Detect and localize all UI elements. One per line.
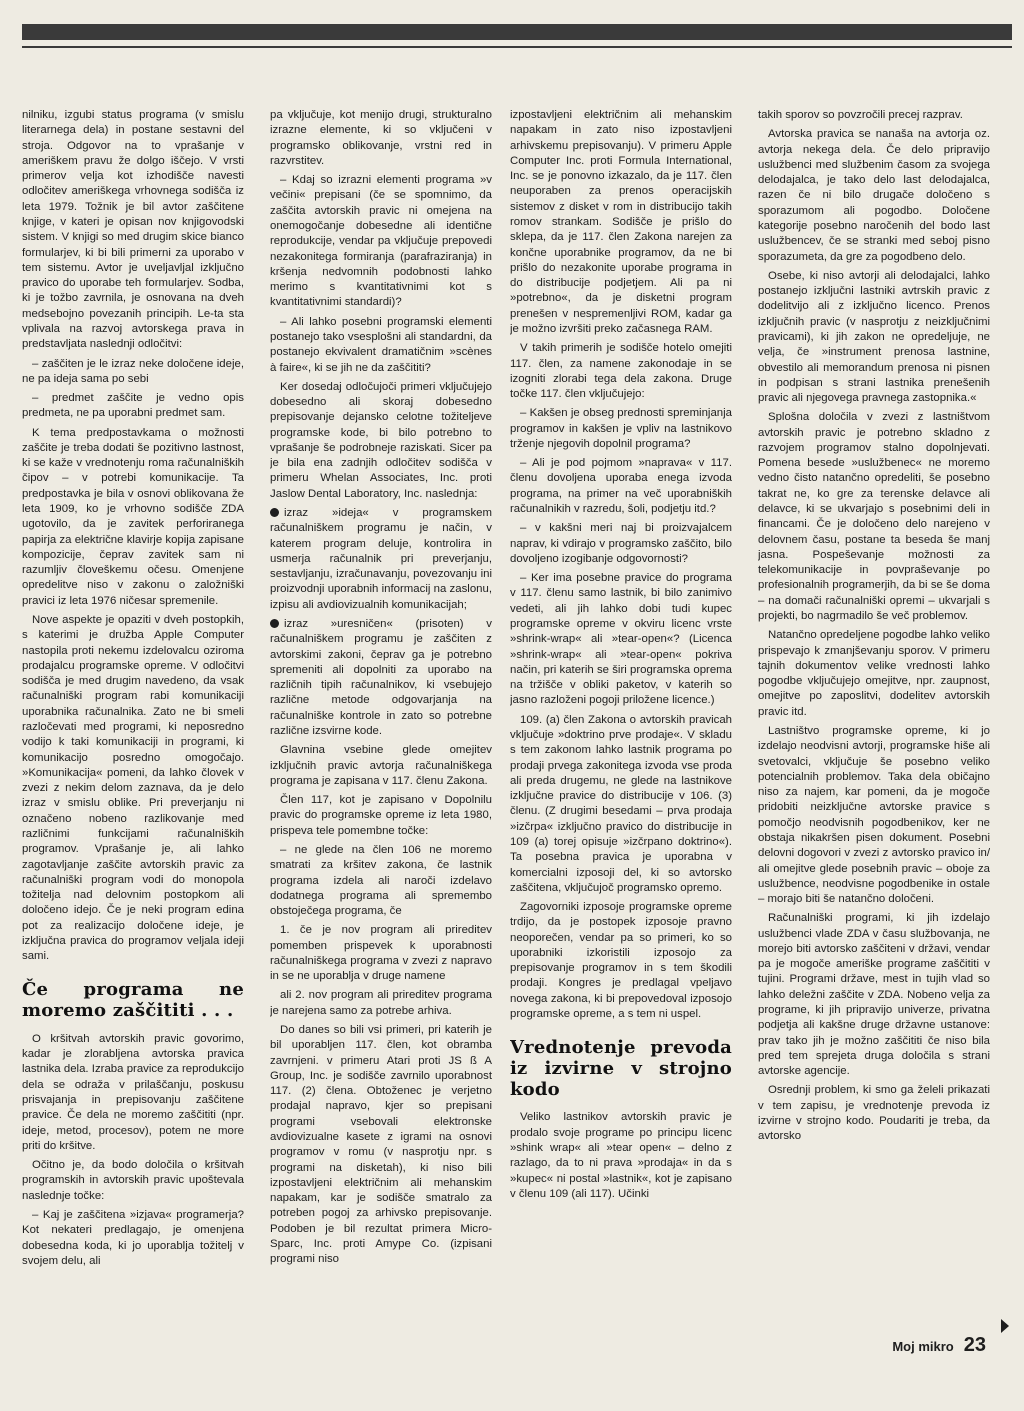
paragraph: Osebe, ki niso avtorji ali delodajalci, lahko postanejo izključni lastniki avtrskih pravic z dodelitvijo ali z izključno licenco. Prenos izključnih pravic (v nasprotju z neizključnimi pravicami), ki jih zakon ne opredeljuje, ne velja, če »instrument prenosa lastnine, obvestilo ali memorandum prenosa ni pisnen in podpisan s strani lastnika prenešenih pravic ali njegovega pravnega zastopnika.«	[758, 269, 990, 405]
section-heading: Če programa ne moremo zaščititi . . .	[22, 979, 244, 1022]
paragraph: – Ali je pod pojmom »naprava« v 117. členu dovoljena uporaba enega izvoda programa, na primer na več uporabniških računalnikih v razredu, šoli, podjetju itd.?	[510, 457, 732, 516]
paragraph: – Kdaj so izrazni elementi programa »v večini« prepisani (če se spomnimo, da zaščita avtorskih pravic ni omejena na onemogočanje dobesedne ali identične reprodukcije, vendar pa vključuje prepovedi nezakonitega formiranja (parafraziranja) in kršenja nedvomnih podobnosti lahko merimo s kvantitativnimi kot s kvantitativnimi standardi)?	[270, 174, 492, 309]
magazine-name: Moj mikro	[892, 1339, 954, 1354]
section-heading: Vrednotenje prevoda iz izvirne v strojno kodo	[510, 1037, 732, 1100]
column-4	[758, 108, 990, 1308]
top-rule-thin	[22, 46, 1012, 48]
page-footer	[892, 1334, 986, 1358]
paragraph: Lastništvo programske opreme, ki jo izdelajo neodvisni avtorji, programske hiše ali svetovalci, vključuje še posebno veliko potencialnih problemov. Taka dela običajno niso za najem, kar pomeni, da je mogoče pridobiti neizključne avtorske pravice s pomočjo neodvisnih pogodbenikov, ker ne obstaja nikakršen pisen dokument. Posebni delovni dogovori v zvezi z avtorsko pravico in/ ali omejitve glede posebnih pravic – oboje za uslužbence, neodvisne pogodbenike in ostale – morajo biti še natančno določeni.	[758, 724, 990, 906]
paragraph: Veliko lastnikov avtorskih pravic je prodalo svoje programe po principu licenc »shink wrap« ali »tear open« – delno z razlago, da to ni prava »prodaja« in da s »kupec« ni postal »lastnik«, kot je zapisano v členu 109 (ali 117). Učinki	[510, 1111, 732, 1200]
paragraph: – Kakšen je obseg prednosti spreminjanja programov in kakšen je vpliv na lastnikovo trženje njegovih dopolnil programa?	[510, 407, 732, 450]
faint-header-strip	[710, 0, 1010, 20]
paragraph: izpostavljeni električnim ali mehanskim napakam in zato niso izpostavljeni arhivskemu prepisovanju). V primeru Apple Computer Inc. proti Formula International, Inc. se je ponovno izkazalo, da je 117. člen neuporaben za prenos operacijskih sistemov z disket v rom in distribucijo takih romov strankam. Sodišče je prišlo do sklepa, da je 117. člen Zakona narejen za končne uporabnike programov, da ne bi prišlo do nezakonite uporabe programa in do distribucije podjetjem. Ali pa ni »potrebno«, da je disketni program prenešen v nespremenljivi ROM, kadar ga je možno izvršiti preko začasnega RAM.	[510, 109, 732, 335]
paragraph: Do danes so bili vsi primeri, pri katerih je bil uporabljen 117. člen, kot obramba zavrnjeni. v primeru Atari proti JS ß A Group, Inc. je sodišče zavrnilo uporabnost 117. (2) člena. Obtoženec je verjetno prodajal napravo, kjer so prepisani programi vsebovali elektronske avdiovizualne kasete z igrami na osnovi programov v romu (v nasprotju npr. s programi na disketah), ki niso bili izpostavljeni električnim ali mehanskim napakam, kar je sodišče smatralo za potreben pogoj za arhivsko prepisovanje. Podoben je bil rezultat primera Micro-Sparc, Inc. proti Amype Co. (izpisani programi niso	[270, 1024, 492, 1266]
paragraph: – ne glede na člen 106 ne moremo smatrati za kršitev zakona, če lastnik programa izdela ali naroči izdelavo dodatnega programa ali spremembo obstoječega programa, če	[270, 843, 492, 918]
paragraph: Računalniški programi, ki jih izdelajo uslužbenci vlade ZDA v času službovanja, ne morejo biti avtorsko zaščiteni v državi, vendar pa je mogoče ameriške programe zaščititi v tujini. Programi države, mest in tujih vlad so lahko deležni zaščite v ZDA. Nobeno velja za programe, ki jih pripravijo univerze, privatna podjetja ali kakšne druge državne ustanove: prav tako jih je možno zaščititi če niso bila pred tem sprejeta druga določila s strani avtorske agencije.	[758, 912, 990, 1078]
paragraph: 109. (a) člen Zakona o avtorskih pravicah vključuje »doktrino prve prodaje«. V skladu s tem zakonom lahko lastnik programa po prodaji prvega zakonitega izvoda vse proda ali preda drugemu, ne glede na lastnikove izključne pravice do distribucije v 106. (3) členu. (Z drugimi besedami – prva prodaja »izčrpa« izključno pravico do distribucije in 109 (a) torej opisuje »izčrpano doktrino«). Ta posebna pravica je uporabna v komercialni izposoji del, ki so avtorsko zaščitena, vključujoč programsko opremo.	[510, 713, 732, 894]
paragraph: Osrednji problem, ki smo ga želeli prikazati v tem zapisu, je vrednotenje prevoda iz izvirne v strojno kodo. Poudariti je treba, da avtorsko	[758, 1084, 990, 1143]
paragraph: – Ker ima posebne pravice do programa v 117. členu samo lastnik, bi bilo zanimivo vedeti, ali jih lahko dobi tudi kupec programske opreme v okviru licenc vrste »shrink-wrap« ali »tear-open«? (Licenca »shrink-wrap« ali »tear-open« pokriva način, pri katerih se širi programska oprema na tržišče v obliki paketov, v katerih so jasno razloženi pogoji priložene licence.)	[510, 572, 732, 707]
column-1	[22, 108, 244, 1308]
bullet-text: izraz »uresničen« (prisoten) v računalniškem programu je zaščiten z avtorskimi zakoni, čeprav ga je potrebno spremeniti ali dopolniti za uporabo na različnih tipih računalnikov, ki vsebujejo različne metode odgovarjanja na računalniške kontrole in zato so potrebne različne izsvirne kode.	[270, 618, 492, 737]
paragraph: Splošna določila v zvezi z lastništvom avtorskih pravic je potrebno skladno z razvojem programov stalno dopolnjevati. Pomena besede »uslužbenec« ne moremo vedno čisto natančno opredeliti, še posebno takrat ne, ko gre za terenske delavce ali delavce, ki se ukvarjajo s posebnimi deli in financami. Če je določeno delo narejeno v delovnem času, postane ta beseda še manj jasna. Pospeševanje možnosti za telekomunikacije in povpraševanje po profesionalnih programerjih, da bi se še doma – na domači računalniški opremi – ukvarjali s projekti, bo nagrmadilo še več problemov.	[758, 411, 990, 622]
paragraph: ali 2. nov program ali prireditev programa je narejena samo za potrebe arhiva.	[270, 989, 492, 1017]
paragraph: O kršitvah avtorskih pravic govorimo, kadar je zlorabljena avtorska pravica lastnika dela. Izraba pravice za reprodukcijo dela se odraža v prilaščanju, poskusu prisvajanja in prepisovanju zaščitene pravice. Če dela ne moremo zaščititi (npr. ideje, metod, procesov), potem ne more priti do kršitve.	[22, 1032, 244, 1152]
paragraph: Člen 117, kot je zapisano v Dopolnilu pravic do programske opreme iz leta 1980, prispeva tele pomembne točke:	[270, 794, 492, 837]
top-rule	[22, 24, 1012, 40]
bullet-icon	[270, 619, 279, 628]
paragraph: takih sporov so povzročili precej razprav.	[758, 109, 963, 121]
column-2	[270, 108, 492, 1308]
paragraph: Očitno je, da bodo določila o kršitvah programskih in avtorskih pravic upoštevala naslednje točke:	[22, 1159, 244, 1202]
paragraph: – Ali lahko posebni programski elementi postanejo tako vsesplošni ali standardni, da postanejo ekvivalent dramatičnim »scènes à faire«, ki se jih ne da zaščititi?	[270, 315, 492, 374]
paragraph: V takih primerih je sodišče hotelo omejiti 117. člen, za namene zakonodaje in se izogniti zlorabi tega dela zakona. Druge točke 117. člen vključujejo:	[510, 342, 732, 401]
paragraph: Natančno opredeljene pogodbe lahko veliko prispevajo k zmanjševanju sporov. V primeru tajnih dokumentov velike vrednosti lahko pogodbe vključujejo omejitve, npr. zaupnost, omejitve po zaposlitvi, dodelitev avtorskih pravic itd.	[758, 629, 990, 718]
paragraph: – predmet zaščite je vedno opis predmeta, ne pa uporabni predmet sam.	[22, 392, 244, 420]
paragraph: – v kakšni meri naj bi proizvajalcem naprav, ki vdirajo v programsko zaščito, bilo dovoljeno izogibanje odgovornosti?	[510, 522, 732, 565]
continue-arrow-icon	[1000, 1318, 1010, 1334]
paragraph: – Kaj je zaščitena »izjava« programerja? Kot nekateri predlagajo, je omenjena dobesedna koda, ki jo uporablja tožitelj v svojem delu, ali	[22, 1208, 244, 1267]
column-3	[510, 108, 732, 1308]
bullet-text: izraz »ideja« v programskem računalniškem programu je način, v katerem program deluje, kontrolira in usmerja računalnik pri preverjanju, sestavljanju, izračunavanju, povezovanju ini proizvodnji uporabnih informacij na zaslonu, izpisu ali avdiovizualnih komunikacijah;	[270, 507, 492, 611]
paragraph: Ker dosedaj odločujoči primeri vključujejo dobesedno ali skoraj dobesedno prepisovanje dejansko celotne tožiteljeve programske kode, bi bilo potrebno to vprašanje še podrobneje raziskati. Sicer pa je bila ena zadnjih odločitev sodišča v primeru Whelan Associates, Inc. proti Jaslow Dental Laboratory, Inc. naslednja:	[270, 380, 492, 500]
paragraph: 1. če je nov program ali prireditev pomemben prispevek k uporabnosti računalniškega programa v zvezi z napravo in se ne uporablja v druge namene	[270, 924, 492, 983]
paragraph: – zaščiten je le izraz neke določene ideje, ne pa ideja sama po sebi	[22, 357, 244, 385]
bullet-icon	[270, 508, 279, 517]
bullet-item	[270, 617, 492, 739]
paragraph: Glavnina vsebine glede omejitev izključnih pravic avtorja računalniškega programa je zapisana v 117. členu Zakona.	[270, 744, 492, 787]
paragraph: Nove aspekte je opaziti v dveh postopkih, s katerimi je družba Apple Computer nastopila proti nekemu izdelovalcu oziroma prodajalcu programske opreme. V odločitvi sodišča je med drugim navedeno, da vsak računalniški program rabi komunikaciji uporabnika računalnika. Zato ne bi smeli razločevati med programi, ki neposredno vodijo k taki komunikaciji in programi, ki komunikacijo posredno omogočajo. »Komunikacija« pomeni, da lahko človek v zvezi z nekim delom zaznava, da je delo izraz v smislu oblike. Pri preverjanju ni označeno nobeno razlikovanje med različnimi funkcijami računalniških programov. Vprašanje je, ali lahko zagotavljanje zaščite avtorskih pravic za računalniški program vodi do monopola tožitelja nad delovnim postopkom ali določeno idejo. Če je neki program edina pot za realizacijo določene ideje, je izključna pravica do programov veljala ideji sami.	[22, 614, 244, 963]
bullet-item	[270, 506, 492, 613]
paragraph: nilniku, izgubi status programa (v smislu literarnega dela) in postane sestavni del stroja. Odgovor na to vprašanje v ameriškem pravu že dolgo iščejo. V vrsti primerov velja kot izhodišče navesti odločitev ameriškega vrhovnega sodišča iz leta 1979. Tožnik je bil avtor zaščitene knjige, v kateri je opisan nov knjigovodski sistem. V knjigi so med drugim skice bianco formularjev, ki bi bili primerni za uporabo v tem sistemu. Avtor je uveljavljal izključno pravico do uporabe teh formularjev. Sodba, ki je tožbo zavrnila, je osnovana na dveh medsebojno povezanih principih. Le-ta sta vplivala na razvoj avtorskega prava in predstavljata naslednji odločitvi:	[22, 109, 244, 351]
paragraph: Zagovorniki izposoje programske opreme trdijo, da je postopek izposoje pravno neoporečen, vendar pa so primeri, ko so uporabniki izkoristili izposojo za prepisovanje programov in s tem škodili prodaji. Kongres je predlagal vpeljavo novega zakona, ki bi prepovedoval izposojo programske opreme, a s tem ni uspel.	[510, 901, 732, 1021]
paragraph: pa vključuje, kot menijo drugi, strukturalno izrazne elemente, ki so vključeni v programsko oblikovanje, vrstni red in razvrstitev.	[270, 109, 492, 167]
paragraph: K tema predpostavkama o možnosti zaščite je treba dodati še pozitivno lastnost, ki se kaže v vrednotenju roma računalniških čipov – v potrebi komunikacije. Ta predpostavka je bila v osnovi oblikovana že leta 1909, ko je vrhovno sodišče ZDA ugotovilo, da je zavitek perforiranega papirja za električne klavirje kopija zapisane kompozicije, čeprav zavitek sam ni razumljiv človeškemu očesu. Omenjene opredelitve niso v zakonu o založniški pravici iz leta 1976 ničesar spremenile.	[22, 426, 244, 607]
page-number: 23	[963, 1334, 986, 1356]
paragraph: Avtorska pravica se nanaša na avtorja oz. avtorja nekega dela. Če delo pripravijo uslužbenci med službenim časom za svojega delodajalca, je tako delo last delodajalca, razen če ni bilo drugače določeno s sporazumom ali pogodbo. Določene kategorije posebno naročenih del bodo last uslužbencev, če se stranki med seboj pisno sporazumeta, da gre za pogodbeno delo.	[758, 128, 990, 263]
